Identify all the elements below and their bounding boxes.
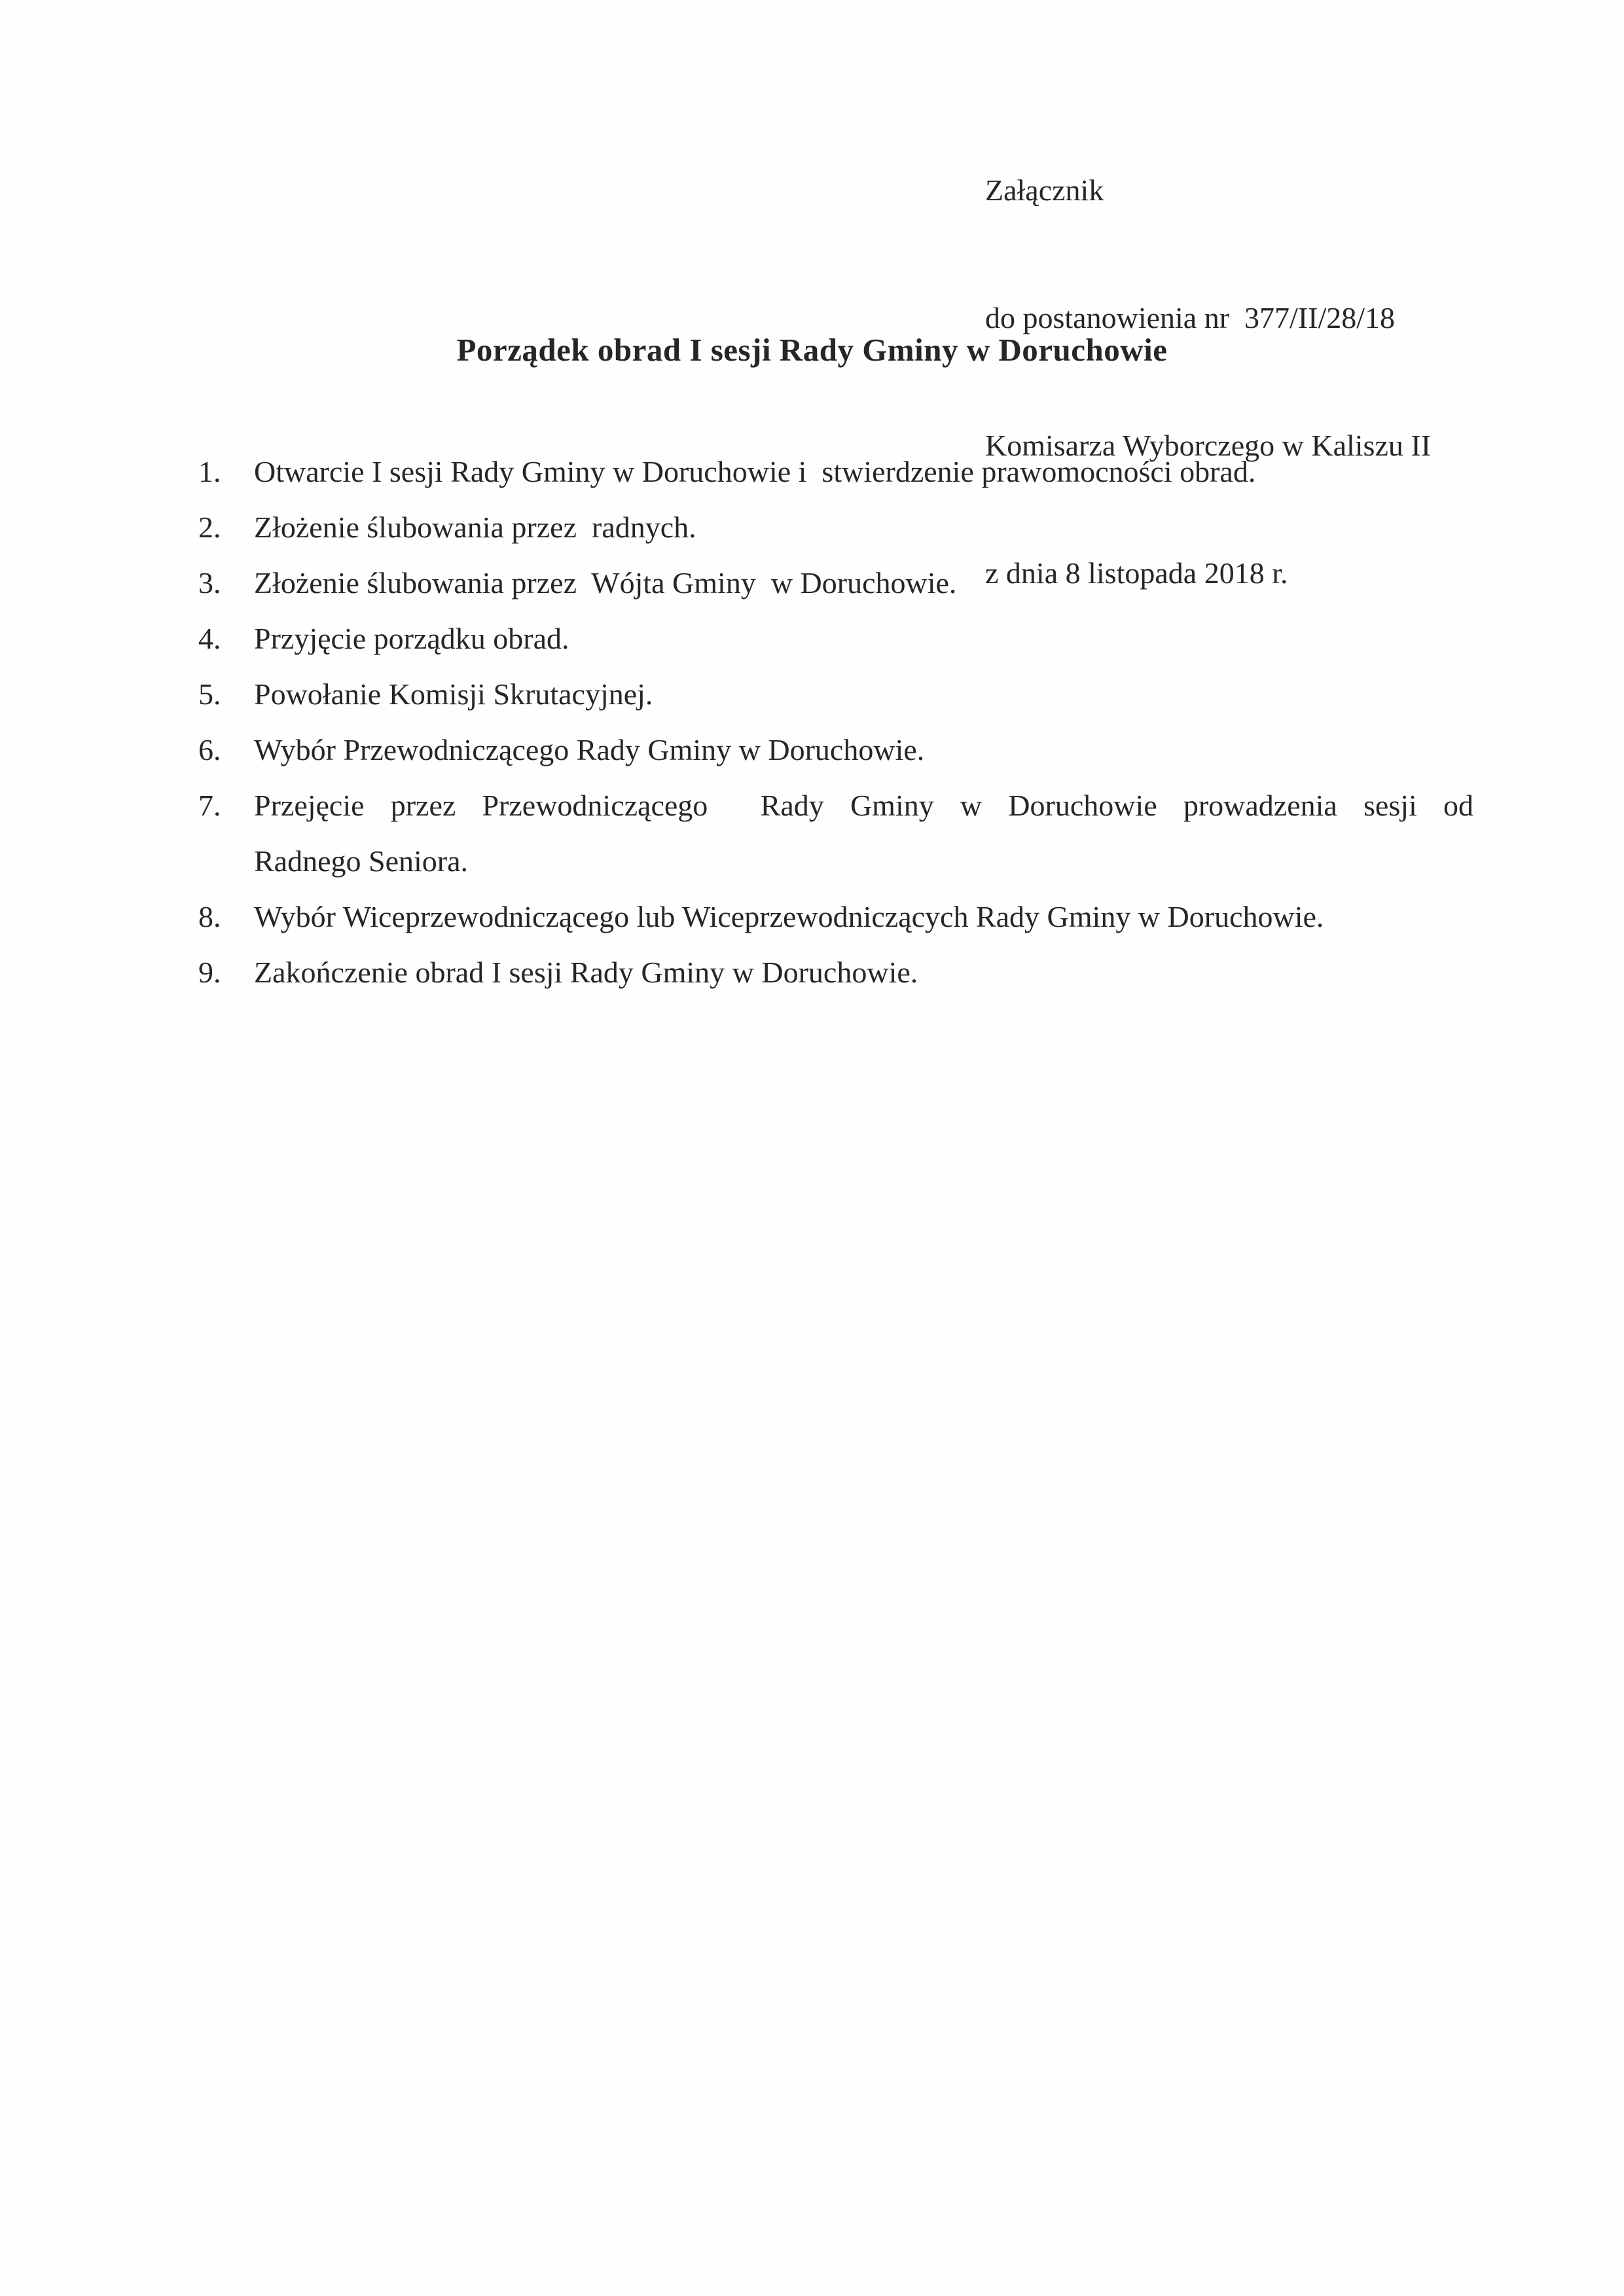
agenda-item [198, 444, 1473, 499]
attachment-line: Załącznik [985, 173, 1104, 207]
agenda-item [198, 944, 1473, 1000]
agenda-item [198, 555, 1473, 611]
attachment-line: z dnia 8 listopada 2018 r. [985, 556, 1288, 590]
agenda-item [198, 611, 1473, 666]
agenda-item-text: Powołanie Komisji Skrutacyjnej. [254, 677, 653, 711]
agenda-item-text-line: Przejęcie przez Przewodniczącego Rady Gminy w Doruchowie prowadzenia sesji od [254, 789, 1473, 822]
agenda-item [198, 722, 1473, 778]
agenda-item-text: Wybór Wiceprzewodniczącego lub Wiceprzewodniczących Rady Gminy w Doruchowie. [254, 900, 1324, 933]
agenda-item-text: Przyjęcie porządku obrad. [254, 622, 569, 655]
page-title: Porządek obrad I sesji Rady Gminy w Doruchowie [456, 332, 1168, 368]
agenda-item-number: 8. [198, 900, 221, 933]
agenda-item-number: 4. [198, 622, 221, 655]
agenda-list [198, 444, 1473, 1000]
agenda-item-text-line: Radnego Seniora. [254, 844, 469, 878]
agenda-item-number: 2. [198, 511, 221, 544]
agenda-item-number: 9. [198, 956, 221, 989]
agenda-item-number: 7. [198, 789, 221, 822]
agenda-item [198, 499, 1473, 555]
agenda-item [198, 778, 1473, 889]
agenda-item [198, 666, 1473, 722]
agenda-item-text: Złożenie ślubowania przez Wójta Gminy w Doruchowie. [254, 566, 957, 600]
agenda-item-text: Zakończenie obrad I sesji Rady Gminy w Doruchowie. [254, 956, 918, 989]
attachment-line: do postanowienia nr 377/II/28/18 [985, 301, 1396, 334]
agenda-item-text: Złożenie ślubowania przez radnych. [254, 511, 696, 544]
agenda-item-text: Wybór Przewodniczącego Rady Gminy w Doruchowie. [254, 733, 925, 766]
agenda-item-number: 1. [198, 455, 221, 488]
agenda-item-text [254, 778, 1473, 889]
agenda-item-number: 6. [198, 733, 221, 766]
agenda-item-text: Otwarcie I sesji Rady Gminy w Doruchowie i stwierdzenie prawomocności obrad. [254, 455, 1256, 488]
agenda-item-number: 3. [198, 566, 221, 600]
attachment-line: Komisarza Wyborczego w Kaliszu II [985, 429, 1432, 462]
agenda-item [198, 889, 1473, 944]
agenda-item-number: 5. [198, 677, 221, 711]
